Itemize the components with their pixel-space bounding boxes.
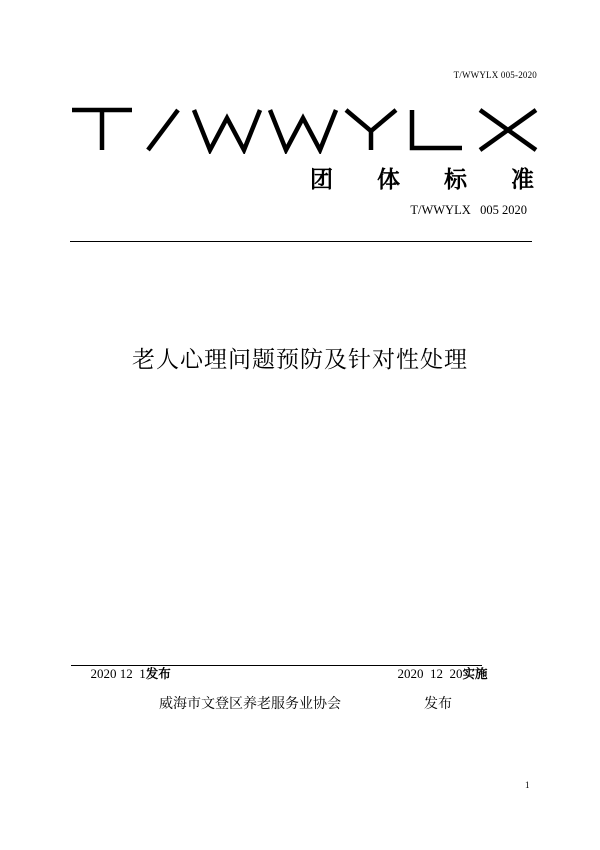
page-number: 1 bbox=[525, 780, 530, 790]
issuer-action: 发布 bbox=[424, 696, 452, 712]
standard-number: T/WWYLX 005 2020 bbox=[410, 203, 527, 217]
publish-label: 发布 bbox=[145, 666, 171, 681]
category-label: 团 体 标 准 bbox=[309, 167, 552, 193]
implement-label: 实施 bbox=[462, 666, 488, 681]
big-code-text: T/WWYLX bbox=[70, 88, 75, 89]
date-row bbox=[71, 648, 488, 681]
header-standard-code: T/WWYLX 005-2020 bbox=[453, 70, 537, 80]
publish-date-group bbox=[71, 648, 171, 698]
implement-date: 2020 12 20 bbox=[397, 666, 463, 681]
document-title: 老人心理问题预防及针对性处理 bbox=[132, 347, 468, 373]
header-divider bbox=[70, 241, 532, 242]
implement-date-group bbox=[378, 648, 488, 698]
big-code-graphic bbox=[70, 88, 540, 154]
publish-date: 2020 12 1 bbox=[90, 666, 146, 681]
issuer-name: 威海市文登区养老服务业协会 bbox=[159, 696, 341, 712]
letter-t bbox=[72, 110, 536, 150]
date-underline bbox=[71, 665, 482, 666]
big-standard-code-logo bbox=[70, 88, 540, 154]
